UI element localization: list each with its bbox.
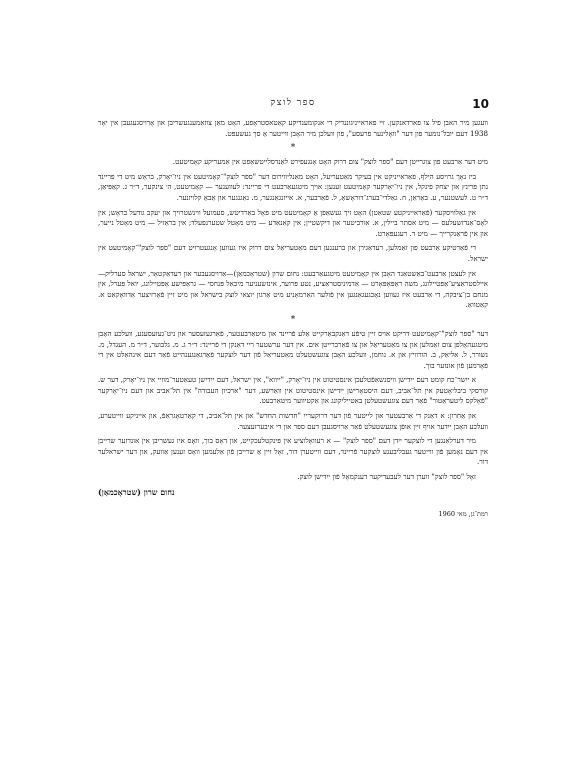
paragraph: מיר דערלאַנגען די לוצקער ייִדן דעם "ספר לוצק" — א רעוואָלוציע אין פּינקטלעכקייט, און דאָס בוך, וואָס איז געשריבן אין אונדזער שרייבן אין דעם נאָמען פֿון ווייטער געבליבענע לוצקער פֿריינד, דעם ווייטערן דור, זאָל זיין אַ שרייבן פֿון אַלעמען וואָס זענען אַוועק, און דער ישראלער דור. xyxy=(98,436,488,467)
paragraph: ביז נאָך גרויסע הילף, פאַראייניקט אין בעיקר מאַטעריעל, האָט מאַנליווירום דער "ספר לוצק"־קאָמיטעט אין ניו־יאָרק, בראָש מיט די פריינד נתן פּרינץ און יצחק פינקל, אין ניו־יאָרקער קאָמיטעט זענען: אויך מיטגעאַרבעט די פריינד: לעווענער — קאָמיטעט, ה׳ צינקער, ד״ר ג. קאַפּיאַן, ד״ר ט. לעשטנער, ע. באַראַן, ח. גאַלדי־בערג־דוראָשאַ, ל. פֿאַרבער, א. אייזנגאַנגער, מ. נאַגנגער און אַבאַ קלויזנער. xyxy=(98,171,488,202)
closing-line: זאָל "ספר לוצק" ווערן דער לעבעדיקער דענקמאָל פֿון ייִדישן לוצק. xyxy=(297,472,476,482)
running-title: ספר לוצק xyxy=(270,98,316,108)
paragraph: די פֿאַרטיקע אַרבעט פון זאַמלען, רעדאַגירן און ברענגען דעם מאַטעריאַל צום דרוק איז געווען אָנגעטרויט דעם "ספר לוצק"־קאָמיטעט אין ישראל. xyxy=(98,243,488,263)
paragraph: א ייִשר־כח קומט דעם ייִדישן וויסנשאַפֿטלעכן אינסטיטוט אין ניו־יאָרק, "ייווא", אין ישראל, דעם ייִדישן טעאַטער־מוזיי אין ניו־יאָרק, דער ש. קורסקי ביבליאָטעק אין תל־אביב, דעם היסטאָרישן ייִדישן אינסטיטוט אין וואַרשע, דער "ארכיון העבודה" אין תל־אביב און דעם ניו־יאָרקער "פֿאָלקס ליטעראַטור" פֿאַר דעם צוגעשטעלטן באַטייליקונג און אַקטיווער מיטאַרבעט. xyxy=(98,375,488,406)
paragraph: און אַחרון: א דאַנק די אַרבעטער און לייטער פֿון דער דרוקערייִ "חדשות החדש" און אין תל־אביב, די קאַרטאָגראַפֿ, און אייניקע ווייטערע, וועלכע האָבן ייִדער אויף זיין אופֿן צוגעשטעלט פֿאַר אַרויסגעבן דעם ספר און די איבערזעצער. xyxy=(98,411,488,431)
paragraph: אין גאַלוויסקער (פֿאַראייניקטע שטאַטן) האָט זיך געשאַפן אַ קאָמיטעט מיט פּאָל באַרדיטש, סעמועל ווינשטרויך און יעקב גודעל בראָש; אין לאָס־אַנדזשעלעס — מיט אסתר ביילין, א. אורביטער און דיקשטיין; אין קאַנאַדע — מיט מאָטל שטערנפעלד; אין בראַזיל — מיט מאָטל נייער, און אין פֿראַנקרייך — מיט ד. רעגעפּאָרט. xyxy=(98,207,488,238)
paragraph: מיט דער אַרבעט פון צוגרייטן דעם "ספר לוצק" צום דרוק האָט אָנגעפירט לאַנדסלייטשאַפט אין אַמעריקע קאָמיטעט. xyxy=(172,157,488,167)
dateline: רמת־גן, מאי 1960 xyxy=(438,510,488,519)
paragraph: דער "ספר לוצק"־קאָמיטעט דריקט אויס זיין טיפֿע דאַנקבאַרקייט אַלע פֿריינד און מיטאַרבעטער, פֿאַרגעזעסער און ניט־געזעסענע, וועלכע האָבן מיטגעהאָלפן צום זאַמלען און צו מאַטעריאַל און צו פֿאַרברייטן אים. אין דער ערשטער ריי דאַנקן די פֿריינד: ד״ר ג. מ. גלבוער, ד״ר מ. העגדל, מ. נשורר, ל. אליאַק, ב. הורוויץ און א. נוחמן, וועלכע האָבן צוגעשטעלט מאַטעריאַל פֿון דער לוצקער פֿאַרגאַנגענהייט פֿאַר דעם אינהאַלט אין די פֿאָרמען פֿון אונזער בוך. xyxy=(98,328,488,370)
section-separator: * xyxy=(290,314,296,325)
section-separator: * xyxy=(290,143,296,154)
paragraph: אין לעצטן אַרבעט־באַשטאַנד האָבן אין קאָמיטעט מיטגעאַרבעט: נחום שרון (שטראָכמאַן)—אַרויסגעבער און רעדאַקטאָר, ישראל סערליק—איילסטראַציע־אַפּטיילונג, משה ראַפּאָפּאָרט — אַדמיניסטראַציע, נטע פּרוער, אינזשעניער מיכאַל פּנחסי — גראַפּישע אָפּטיילונג, יואל פּערל, אין מנחם בן־ציבקה, די אַרבעט איז געווען נאָכגעגאַנגען אין פֿולער האַרמאָניע מיט אַרגון יוצאי לוצק בישראל און מיט זיין פֿאָרזיצער אַדוואָקאַט א. קאַטוואַ. xyxy=(98,268,488,310)
page-number: 10 xyxy=(472,97,489,111)
signature: נחום שרון (שטראָכמאַן) xyxy=(98,486,175,497)
paragraph: וועגען מיר האבן פיל צו פארדאנקען. זיי פאראייניגוננדיק די אנקומענדיקע קאַטאסטראָפע, האָט מאַן צוזאַמענגעשריבן און אָרויסגעגעבן אין יאָר 1938 דעם יובל־נומער פון דער "וואָלינער פרעסע", פון וועלכן מיר האָבן ווייטער אַ סך געשעפּט. xyxy=(98,118,488,138)
body-text xyxy=(98,118,488,520)
